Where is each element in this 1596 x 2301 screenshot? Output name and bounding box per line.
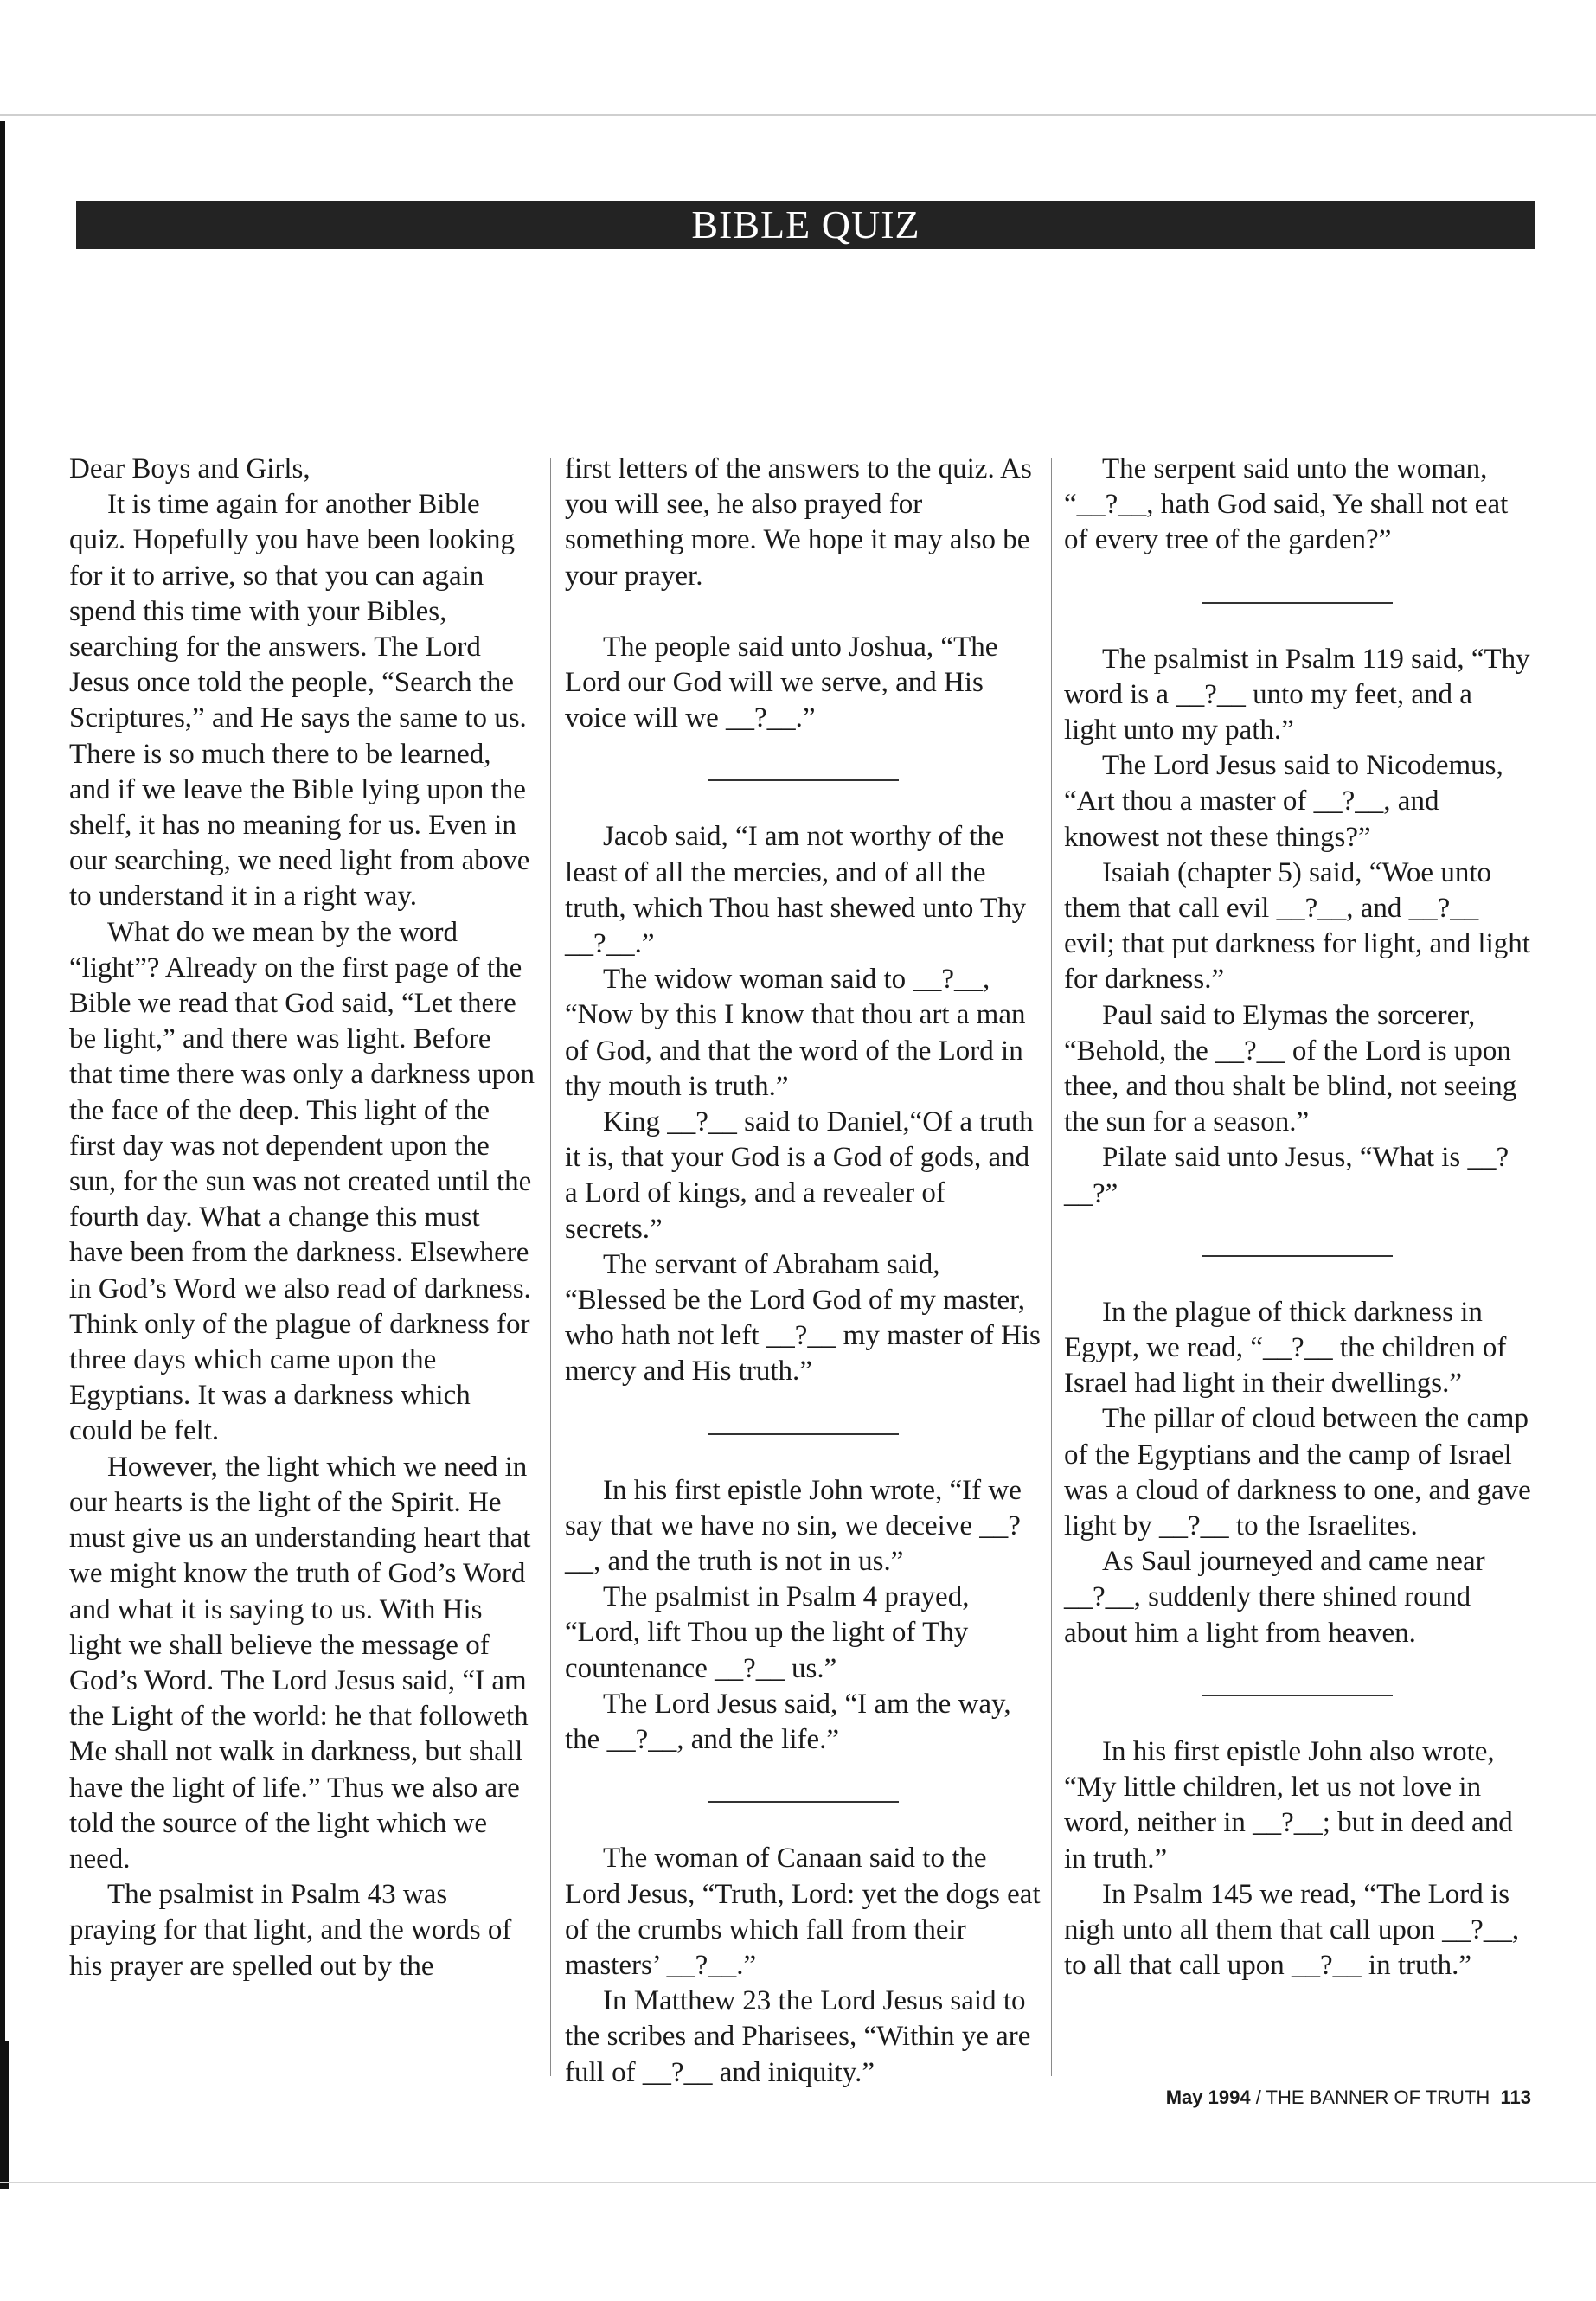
section-separator	[1202, 1255, 1393, 1257]
column-3	[1064, 452, 1531, 1984]
quiz-question-12: The psalmist in Psalm 119 said, “Thy word is a __?__ unto my feet, and a light unto my path.”	[1064, 643, 1530, 747]
quiz-question-15: Paul said to Elymas the sorcerer, “Behold, the __?__ of the Lord is upon thee, and thou shalt be blind, not seeing the sun for a season.”	[1064, 999, 1517, 1138]
quiz-question-20: In his first epistle John also wrote, “My little children, let us not love in word, neither in __?__; but in deed and in truth.”	[1064, 1735, 1513, 1875]
quiz-question-4: King __?__ said to Daniel,“Of a truth it is, that your God is a God of gods, and a Lord of kings, and a revealer of secrets.”	[565, 1106, 1034, 1245]
footer-publication: THE BANNER OF TRUTH	[1266, 2086, 1490, 2108]
quiz-question-10: In Matthew 23 the Lord Jesus said to the scribes and Pharisees, “Within ye are full of __?__ and iniquity.”	[565, 1985, 1031, 2088]
quiz-question-6: In his first epistle John wrote, “If we say that we have no sin, we deceive __?__, and the truth is not in us.”	[565, 1474, 1022, 1578]
quiz-question-8: The Lord Jesus said, “I am the way, the __?__, and the life.”	[565, 1688, 1011, 1756]
page-title: BIBLE QUIZ	[76, 201, 1535, 249]
scan-edge	[0, 121, 5, 2189]
quiz-question-17: In the plague of thick darkness in Egypt, we read, “__?__ the children of Israel had light in their dwellings.”	[1064, 1296, 1507, 1400]
section-separator	[1202, 1695, 1393, 1696]
top-rule	[0, 114, 1596, 116]
section-separator	[708, 1433, 899, 1435]
salutation: Dear Boys and Girls,	[69, 453, 311, 484]
quiz-question-13: The Lord Jesus said to Nicodemus, “Art thou a master of __?__, and knowest not these things?”	[1064, 750, 1503, 853]
section-separator	[708, 779, 899, 781]
column-divider-1	[550, 458, 551, 2076]
quiz-question-7: The psalmist in Psalm 4 prayed, “Lord, lift Thou up the light of Thy countenance __?__ us.”	[565, 1581, 970, 1684]
intro-paragraph-5: first letters of the answers to the quiz. As you will see, he also prayed for something more. We hope it may also be your prayer.	[565, 453, 1032, 592]
quiz-question-2: Jacob said, “I am not worthy of the least of all the mercies, and of all the truth, which Thou hast shewed unto Thy __?__.”	[565, 821, 1027, 960]
bottom-rule	[0, 2182, 1596, 2183]
section-separator	[708, 1801, 899, 1803]
quiz-question-9: The woman of Canaan said to the Lord Jesus, “Truth, Lord: yet the dogs eat of the crumbs which fall from their masters’ __?__.”	[565, 1843, 1041, 1981]
intro-paragraph-4: The psalmist in Psalm 43 was praying for that light, and the words of his prayer are spelled out by the	[69, 1879, 512, 1982]
quiz-question-3: The widow woman said to __?__, “Now by this I know that thou art a man of God, and that the word of the Lord in thy mouth is truth.”	[565, 964, 1026, 1102]
intro-paragraph-2: What do we mean by the word “light”? Already on the first page of the Bible we read that God said, “Let there be light,” and there was light. Before that time there was only a darkness upon the face of the deep. This light of the first day was not dependent upon the sun, for the sun was not created until the fourth day. What a change this must have been from the darkness. Elsewhere in God’s Word we also read of darkness. Think only of the plague of darkness for three days which came upon the Egyptians. It was a darkness which could be felt.	[69, 916, 535, 1447]
footer-issue: May 1994	[1165, 2086, 1251, 2108]
intro-paragraph-3: However, the light which we need in our hearts is the light of the Spirit. He must give us an understanding heart that we might know the truth of God’s Word and what it is saying to us. With His light we shall believe the message of God’s Word. The Lord Jesus said, “I am the Light of the world: he that followeth Me shall not walk in darkness, but shall have the light of life.” Thus we also are told the source of the light which we need.	[69, 1451, 531, 1875]
scan-edge-lower	[0, 2041, 9, 2189]
footer-separator: /	[1250, 2086, 1266, 2108]
intro-paragraph-1: It is time again for another Bible quiz. Hopefully you have been looking for it to arrive, so that you can again spend this time with your Bibles, searching for the answers. The Lord Jesus once told the people, “Search the Scriptures,” and He says the same to us. There is so much there to be learned, and if we leave the Bible lying upon the shelf, it has no meaning for us. Even in our searching, we need light from above to understand it in a right way.	[69, 489, 530, 913]
page-footer	[1116, 2086, 1531, 2109]
quiz-question-1: The people said unto Joshua, “The Lord our God will we serve, and His voice will we __?__.”	[565, 631, 998, 734]
column-1	[69, 452, 535, 1984]
quiz-question-21: In Psalm 145 we read, “The Lord is nigh unto all them that call upon __?__, to all that call upon __?__ in truth.”	[1064, 1878, 1520, 1982]
quiz-question-5: The servant of Abraham said, “Blessed be the Lord God of my master, who hath not left __?__ my master of His mercy and His truth.”	[565, 1248, 1041, 1388]
quiz-question-19: As Saul journeyed and came near __?__, suddenly there shined round about him a light from heaven.	[1064, 1546, 1485, 1649]
quiz-question-11: The serpent said unto the woman, “__?__, hath God said, Ye shall not eat of every tree of the garden?”	[1064, 453, 1509, 556]
column-divider-2	[1051, 458, 1052, 2076]
quiz-question-18: The pillar of cloud between the camp of the Egyptians and the camp of Israel was a cloud of darkness to one, and gave light by __?__ to the Israelites.	[1064, 1403, 1531, 1542]
section-separator	[1202, 602, 1393, 604]
quiz-question-14: Isaiah (chapter 5) said, “Woe unto them that call evil __?__, and __?__ evil; that put darkness for light, and light for darkness.”	[1064, 856, 1530, 996]
quiz-question-16: Pilate said unto Jesus, “What is __?__?”	[1064, 1142, 1509, 1209]
footer-page-number: 113	[1500, 2086, 1531, 2108]
column-2	[565, 452, 1042, 2091]
